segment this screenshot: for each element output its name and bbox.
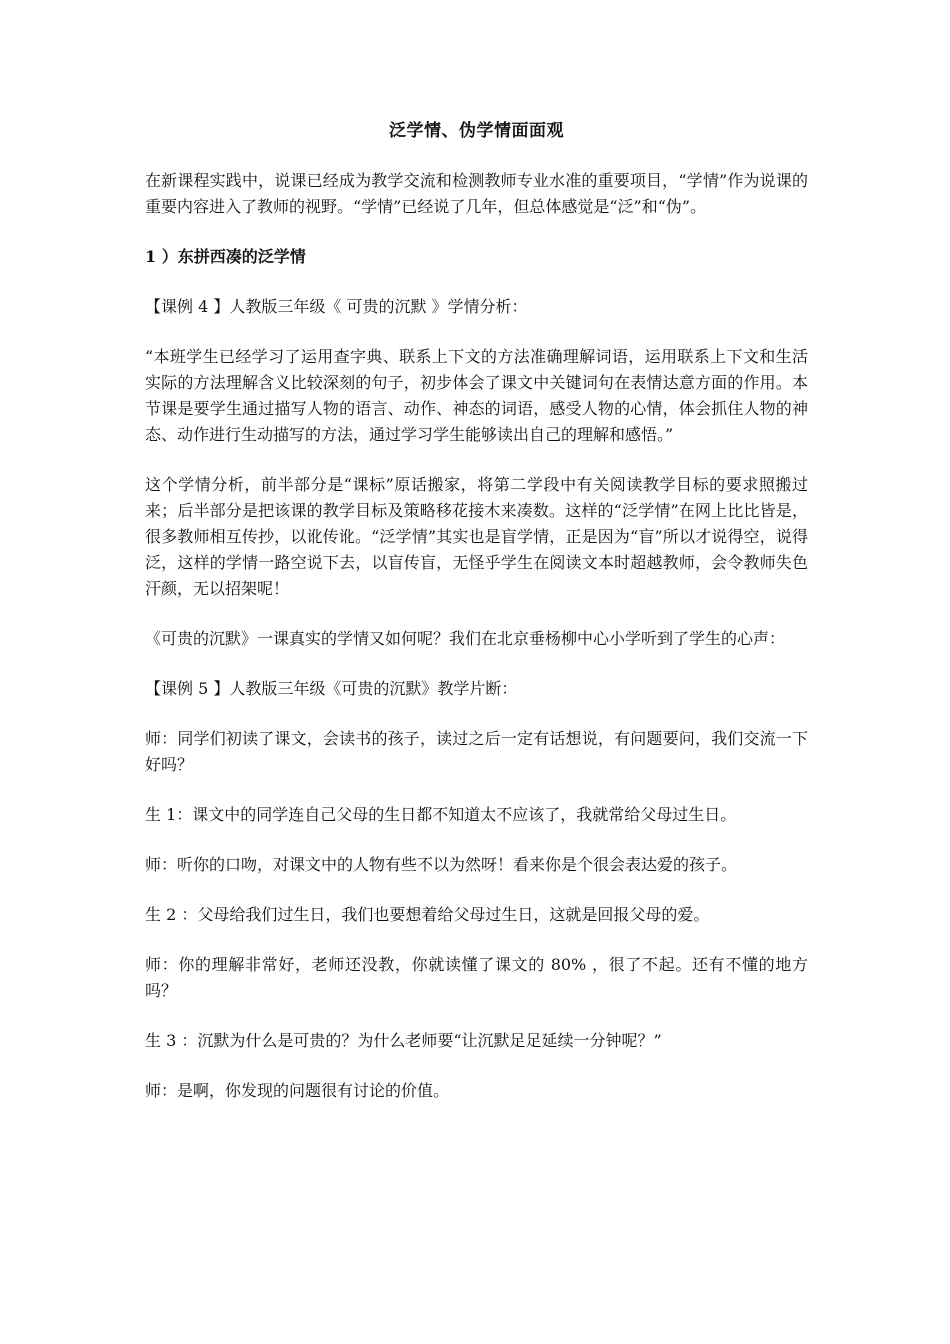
- case-5-label: 【课例 5 】人教版三年级《可贵的沉默》教学片断：: [145, 679, 518, 698]
- dialogue-line: 师：你的理解非常好，老师还没教，你就读懂了课文的 80% ，很了不起。还有不懂的地方吗？: [145, 955, 808, 1000]
- intro-paragraph: 在新课程实践中，说课已经成为教学交流和检测教师专业水准的重要项目，“学情”作为说课的重要内容进入了教师的视野。“学情”已经说了几年，但总体感觉是“泛”和“伪”。: [145, 171, 808, 216]
- dialogue-line: 师：是啊，你发现的问题很有讨论的价值。: [145, 1081, 450, 1100]
- dialogue-line: 师：听你的口吻，对课文中的人物有些不以为然呀！看来你是个很会表达爱的孩子。: [145, 855, 738, 874]
- section-heading: 1 ）东拼西凑的泛学情: [145, 247, 306, 266]
- dialogue-line: 生 1：课文中的同学连自己父母的生日都不知道太不应该了，我就常给父母过生日。: [145, 805, 737, 824]
- document-page: [145, 118, 808, 1128]
- document-title: 泛学情、伪学情面面观: [389, 121, 564, 141]
- dialogue-line: 师：同学们初读了课文，会读书的孩子，读过之后一定有话想说，有问题要问，我们交流一下好吗？: [145, 729, 808, 774]
- case-4-quote: “本班学生已经学习了运用查字典、联系上下文的方法准确理解词语，运用联系上下文和生活实际的方法理解含义比较深刻的句子，初步体会了课文中关键词句在表情达意方面的作用。本节课是要学生通过描写人物的语言、动作、神态的词语，感受人物的心情，体会抓住人物的神态、动作进行生动描写的方法，通过学习学生能够读出自己的理解和感悟。”: [145, 347, 808, 444]
- dialogue-line: 生 3 ：沉默为什么是可贵的？为什么老师要“让沉默足足延续一分钟呢？”: [145, 1031, 662, 1050]
- case-4-label: 【课例 4 】人教版三年级《 可贵的沉默 》学情分析：: [145, 297, 528, 316]
- transition-paragraph: 《可贵的沉默》一课真实的学情又如何呢？我们在北京垂杨柳中心小学听到了学生的心声：: [145, 629, 786, 648]
- analysis-paragraph: 这个学情分析，前半部分是“课标”原话搬家，将第二学段中有关阅读教学目标的要求照搬过来；后半部分是把该课的教学目标及策略移花接木来凑数。这样的“泛学情”在网上比比皆是，很多教师相互传抄，以讹传讹。“泛学情”其实也是盲学情，正是因为“盲”所以才说得空，说得泛，这样的学情一路空说下去，以盲传盲，无怪乎学生在阅读文本时超越教师，会令教师失色汗颜，无以招架呢！: [145, 475, 808, 598]
- dialogue-line: 生 2 ：父母给我们过生日，我们也要想着给父母过生日，这就是回报父母的爱。: [145, 905, 710, 924]
